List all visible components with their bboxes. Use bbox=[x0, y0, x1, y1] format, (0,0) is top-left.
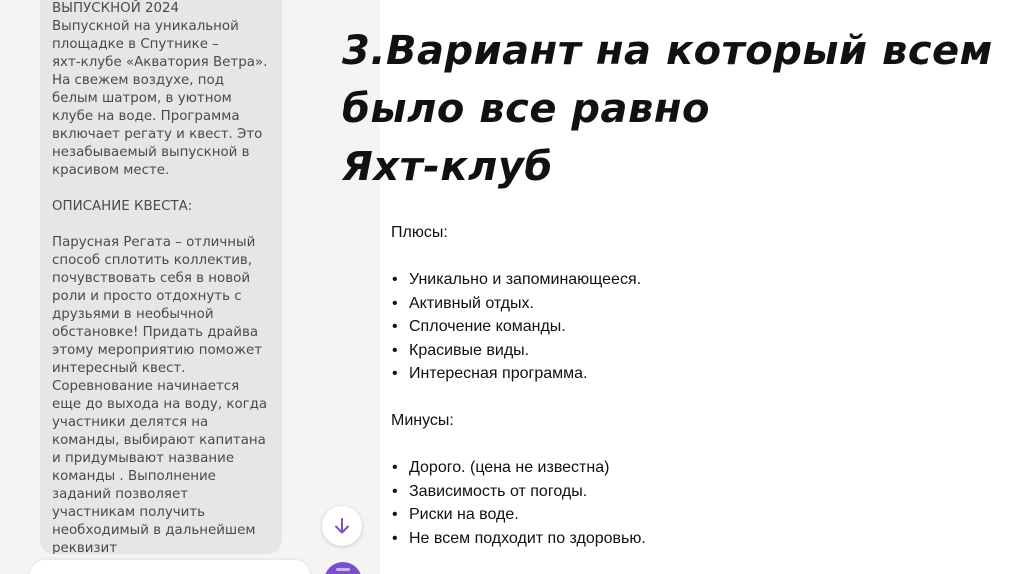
line-gap bbox=[391, 433, 991, 457]
quest-line: участники делятся на bbox=[52, 415, 209, 430]
quest-line: еще до выхода на воду, когда bbox=[52, 397, 268, 412]
title-line: 3.Вариант на который всем bbox=[342, 28, 993, 74]
line-gap bbox=[391, 386, 991, 410]
message-line: площадке в Спутнике – bbox=[52, 37, 219, 52]
quest-heading: ОПИСАНИЕ КВЕСТА: bbox=[52, 199, 193, 214]
cons-item: • Дорого. (цена не известна) bbox=[391, 456, 991, 480]
pros-cons-section bbox=[391, 221, 991, 550]
pros-item: • Красивые виды. bbox=[391, 339, 991, 363]
line-gap bbox=[52, 180, 278, 198]
cons-item: • Не всем подходит по здоровью. bbox=[391, 527, 991, 551]
cons-item: • Зависимость от погоды. bbox=[391, 480, 991, 504]
message-text bbox=[52, 0, 278, 554]
quest-line: почувствовать себя в новой bbox=[52, 271, 251, 286]
cons-item: • Риски на воде. bbox=[391, 503, 991, 527]
quest-line: заданий позволяет bbox=[52, 487, 189, 502]
title-line: Яхт-клуб bbox=[342, 144, 553, 190]
pros-heading: Плюсы: bbox=[391, 224, 448, 241]
pros-item: • Активный отдых. bbox=[391, 292, 991, 316]
message-input[interactable] bbox=[30, 560, 310, 574]
quest-line: реквизит bbox=[52, 541, 118, 554]
message-line: белым шатром, в уютном bbox=[52, 91, 232, 106]
cons-heading: Минусы: bbox=[391, 412, 454, 429]
title-line: было все равно bbox=[342, 86, 710, 132]
message-line: клубе на воде. Программа bbox=[52, 109, 240, 124]
pros-item: • Сплочение команды. bbox=[391, 315, 991, 339]
message-bubble bbox=[40, 0, 282, 554]
quest-line: команды . Выполнение bbox=[52, 469, 216, 484]
quest-line: обстановке! Придать драйва bbox=[52, 325, 259, 340]
quest-line: Парусная Регата – отличный bbox=[52, 235, 256, 250]
cons-list bbox=[391, 456, 991, 550]
message-line: незабываемый выпускной в bbox=[52, 145, 250, 160]
message-line: На свежем воздухе, под bbox=[52, 73, 224, 88]
quest-line: Соревнование начинается bbox=[52, 379, 240, 394]
quest-line: этому мероприятию поможет bbox=[52, 343, 263, 358]
message-line: включает регату и квест. Это bbox=[52, 127, 263, 142]
chat-screenshot bbox=[0, 0, 380, 574]
line-gap bbox=[391, 245, 991, 269]
send-button[interactable] bbox=[324, 562, 362, 574]
quest-line: роли и просто отдохнуть с bbox=[52, 289, 242, 304]
send-icon bbox=[336, 568, 350, 571]
arrow-down-icon bbox=[332, 516, 352, 536]
slide-title bbox=[342, 22, 1012, 196]
scroll-down-button[interactable] bbox=[322, 506, 362, 546]
quest-line: участникам получить bbox=[52, 505, 206, 520]
pros-list bbox=[391, 268, 991, 386]
quest-line: и придумывают название bbox=[52, 451, 235, 466]
pros-item: • Уникально и запоминающееся. bbox=[391, 268, 991, 292]
quest-line: необходимый в дальнейшем bbox=[52, 523, 256, 538]
message-line: ВЫПУСКНОЙ 2024 bbox=[52, 1, 180, 16]
quest-line: интересный квест. bbox=[52, 361, 186, 376]
message-line: Выпускной на уникальной bbox=[52, 19, 239, 34]
pros-item: • Интересная программа. bbox=[391, 362, 991, 386]
message-line: красивом месте. bbox=[52, 163, 170, 178]
quest-line: способ сплотить коллектив, bbox=[52, 253, 253, 268]
line-gap bbox=[52, 216, 278, 234]
quest-line: команды, выбирают капитана bbox=[52, 433, 266, 448]
quest-line: друзьями в необычной bbox=[52, 307, 214, 322]
message-line: яхт-клубе «Акватория Ветра». bbox=[52, 55, 268, 70]
